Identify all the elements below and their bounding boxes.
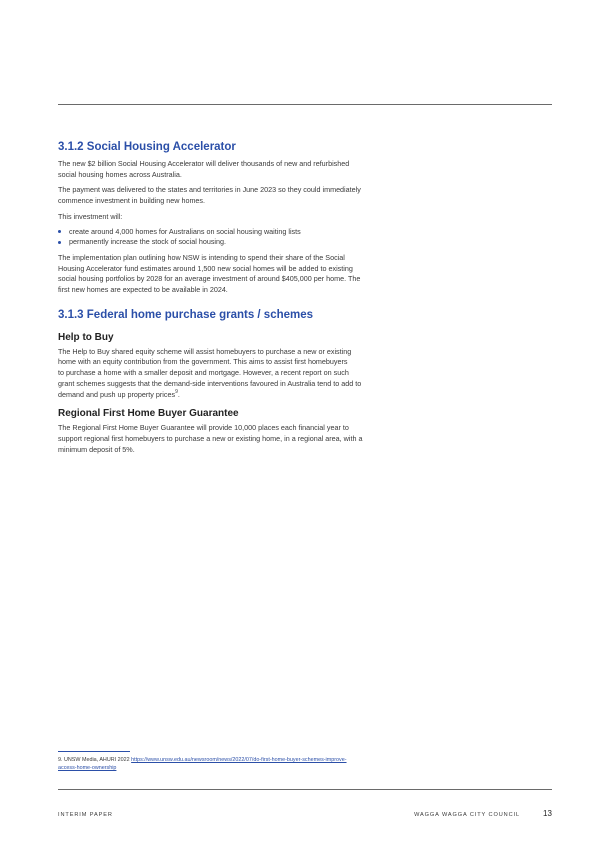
text-line: Housing Accelerator fund estimates around 1,500 new social homes will be added to existing (58, 263, 353, 273)
text-line: support regional first homebuyers to purchase a new or existing home, in a regional area, with a (58, 433, 363, 443)
main-content (58, 140, 418, 455)
list-item (58, 227, 418, 238)
footnote-link-line[interactable]: access-home-ownership (58, 765, 117, 771)
footer-organization: WAGGA WAGGA CITY COUNCIL (414, 812, 520, 818)
subheading-help-to-buy: Help to Buy (58, 331, 114, 343)
text-line: The payment was delivered to the states and territories in June 2023 so they could immediately (58, 185, 361, 195)
text-line: social housing homes across Australia. (58, 169, 182, 179)
text-line: demand and push up property prices (58, 389, 176, 399)
text-line: minimum deposit of 5%. (58, 444, 135, 454)
bullet-icon (58, 230, 61, 233)
text-line: commence investment in building new homes. (58, 196, 206, 206)
text-line: first new homes are expected to be available in 2024. (58, 285, 228, 295)
footnote-divider (58, 751, 130, 752)
paragraph-investment-will: This investment will: (58, 211, 123, 221)
paragraph-payment (58, 185, 418, 206)
paragraph-implementation-plan (58, 253, 418, 296)
footnote-link-line[interactable]: https://www.unsw.edu.au/newsroom/news/2022/07/do-first-home-buyer-schemes-improve- (131, 757, 347, 763)
header-rule (58, 104, 552, 105)
text-line: The Regional First Home Buyer Guarantee will provide 10,000 places each financial year to (58, 423, 349, 433)
paragraph-regional-guarantee (58, 423, 418, 455)
footnote-text: 9. UNSW Media, AHURI 2022 (58, 757, 132, 763)
text-line: social housing portfolios by 2028 for an average investment of around $405,000 per home. The (58, 274, 361, 284)
investment-bullet-list (58, 227, 418, 248)
list-item-text: permanently increase the stock of social housing. (69, 237, 227, 247)
page-number: 13 (543, 809, 552, 818)
text-line: The implementation plan outlining how NSW is intending to spend their share of the Social (58, 252, 345, 262)
list-item (58, 237, 418, 248)
footnote (58, 756, 428, 772)
text-line: to purchase a home with a smaller deposit and mortgage. However, a recent report on such (58, 368, 349, 378)
text-line: home with an equity contribution from the government. This aims to assist first homebuyers (58, 357, 348, 367)
paragraph-help-to-buy (58, 347, 418, 401)
paragraph-accelerator-intro (58, 159, 418, 180)
text-line: . (177, 389, 180, 399)
footer-document-title: INTERIM PAPER (58, 812, 113, 818)
text-line: The new $2 billion Social Housing Accelerator will deliver thousands of new and refurbished (58, 159, 350, 168)
section-heading-social-housing-accelerator: 3.1.2 Social Housing Accelerator (58, 141, 236, 153)
section-heading-federal-grants: 3.1.3 Federal home purchase grants / schemes (58, 308, 314, 321)
footnote-reference[interactable]: 9 (175, 388, 178, 395)
subheading-regional-guarantee: Regional First Home Buyer Guarantee (58, 408, 239, 420)
list-item-text: create around 4,000 homes for Australians on social housing waiting lists (69, 226, 301, 236)
footer-rule (58, 789, 552, 790)
bullet-icon (58, 241, 61, 244)
text-line: The Help to Buy shared equity scheme will assist homebuyers to purchase a new or existing (58, 346, 352, 356)
text-line: grant schemes suggests that the demand-side interventions favoured in Australia tend to add to (58, 378, 362, 388)
